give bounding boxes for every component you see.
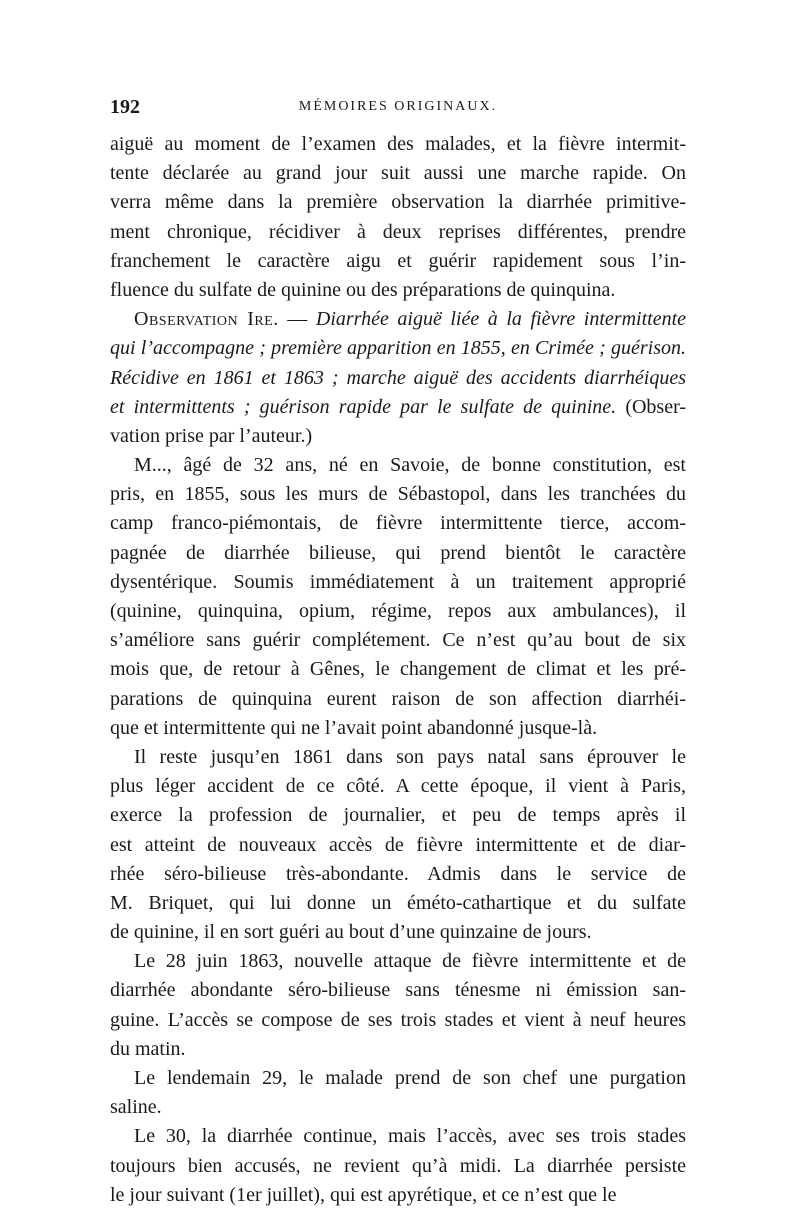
observation-line: qui l’accompagne ; première apparition en 1855, en Crimée ; guérison. [110,337,686,360]
text-line: mois que, de retour à Gênes, le changement de climat et les pré- [110,658,686,681]
text-line: aiguë au moment de l’examen des malades, et la fièvre intermit- [110,133,686,155]
text-line: pagnée de diarrhée bilieuse, qui prend bientôt le caractère [110,541,686,564]
section-title: MÉMOIRES ORIGINAUX. [298,99,498,114]
text-line: diarrhée abondante séro-bilieuse sans ténesme ni émission san- [110,979,686,1002]
text-line: que et intermittente qui ne l’avait point abandonné jusque-là. [110,716,598,739]
text-line: ment chronique, récidiver à deux reprises différentes, prendre [110,220,686,243]
text-line: dysentérique. Soumis immédiatement à un traitement approprié [110,570,686,593]
text-line: M. Briquet, qui lui donne un éméto-cathartique et du sulfate [110,891,686,914]
book-page [110,0,686,1215]
observation-line [110,393,686,422]
text-line: tente déclarée au grand jour suit aussi une marche rapide. On [110,162,686,185]
observation-label: Observation Ire. [134,308,279,331]
text-line: Le lendemain 29, le malade prend de son chef une purgation [134,1067,686,1090]
text-line: de quinine, il en sort guéri au bout d’une quinzaine de jours. [110,921,592,944]
text-line: (quinine, quinquina, opium, régime, repos aux ambulances), il [110,600,686,623]
text-line: franchement le caractère aigu et guérir rapidement sous l’in- [110,249,686,272]
text-line: camp franco-piémontais, de fièvre intermittente tierce, accom- [110,512,686,535]
text-line: s’améliore sans guérir complétement. Ce n’est qu’au bout de six [110,629,686,652]
text-line: pris, en 1855, sous les murs de Sébastopol, dans les tranchées du [110,483,686,506]
observation-heading [110,305,686,334]
text-line: Le 28 juin 1863, nouvelle attaque de fièvre intermittente et de [134,950,686,973]
text-line: Le 30, la diarrhée continue, mais l’accès, avec ses trois stades [134,1125,686,1148]
text-line: verra même dans la première observation la diarrhée primitive- [110,191,686,214]
text-line: le jour suivant (1er juillet), qui est apyrétique, et ce n’est que le [110,1183,617,1206]
text-line: M..., âgé de 32 ans, né en Savoie, de bonne constitution, est [134,454,686,477]
text-line: exerce la profession de journalier, et peu de temps après il [110,804,686,827]
text-line: toujours bien accusés, ne revient qu’à midi. La diarrhée persiste [110,1154,686,1177]
running-head [110,96,686,120]
observation-line-italic: et intermittents ; guérison rapide par le sulfate de quinine. [110,395,617,418]
observation-line-roman: (Obser- [616,395,687,418]
text-line: fluence du sulfate de quinine ou des préparations de quinquina. [110,278,616,301]
text-line: Il reste jusqu’en 1861 dans son pays natal sans éprouver le [134,745,686,768]
observation-line: vation prise par l’auteur.) [110,424,313,447]
observation-title: Diarrhée aiguë liée à la fièvre intermittente [315,308,687,331]
text-line: saline. [110,1096,162,1119]
observation-dash: — [278,308,316,331]
text-line: rhée séro-bilieuse très-abondante. Admis dans le service de [110,862,686,885]
observation-line: Récidive en 1861 et 1863 ; marche aiguë des accidents diarrhéiques [110,366,686,389]
text-line: du matin. [110,1037,186,1060]
page-number: 192 [110,96,140,118]
text-line: plus léger accident de ce côté. A cette époque, il vient à Paris, [110,775,686,798]
text-line: guine. L’accès se compose de ses trois stades et vient à neuf heures [110,1008,686,1031]
text-line: parations de quinquina eurent raison de son affection diarrhéi- [110,687,686,710]
text-line: est atteint de nouveaux accès de fièvre intermittente et de diar- [110,833,686,856]
